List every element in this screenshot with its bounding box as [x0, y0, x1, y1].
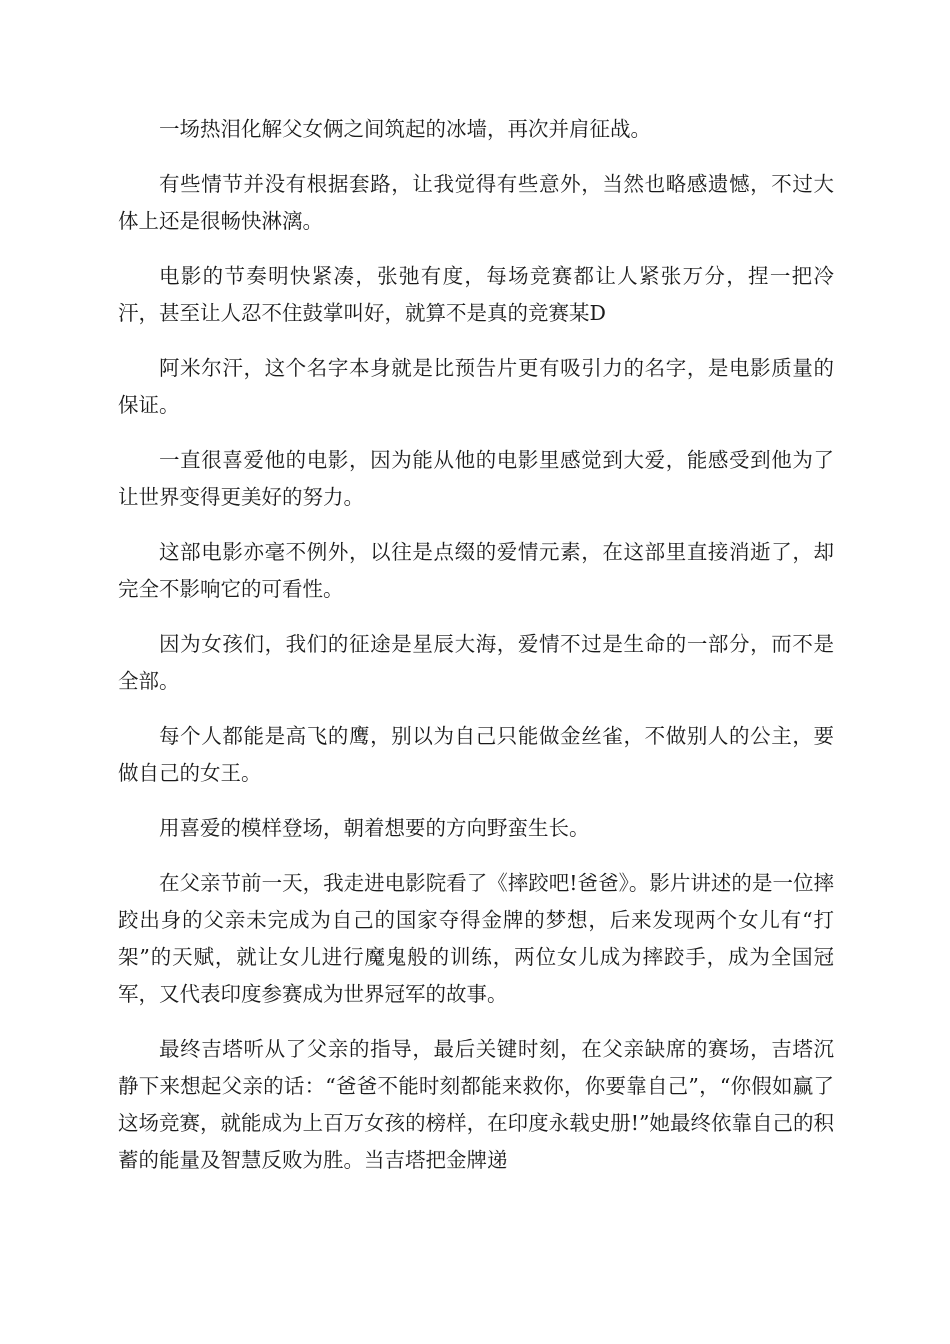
paragraph-3: 电影的节奏明快紧凑，张弛有度，每场竞赛都让人紧张万分，捏一把冷汗，甚至让人忍不住鼓掌叫好，就算不是真的竞赛某D: [118, 264, 834, 325]
paragraph-4: 阿米尔汗，这个名字本身就是比预告片更有吸引力的名字，是电影质量的保证。: [118, 356, 834, 417]
paragraph-6: 这部电影亦毫不例外，以往是点缀的爱情元素，在这部里直接消逝了，却完全不影响它的可看性。: [118, 540, 834, 601]
paragraph-11: 最终吉塔听从了父亲的指导，最后关键时刻，在父亲缺席的赛场，吉塔沉静下来想起父亲的话：“爸爸不能时刻都能来救你，你要靠自己”，“你假如赢了这场竞赛，就能成为上百万女孩的榜样，在印度永载史册!”她最终依靠自己的积蓄的能量及智慧反败为胜。当吉塔把金牌递: [118, 1037, 834, 1172]
paragraph-2: 有些情节并没有根据套路，让我觉得有些意外，当然也略感遗憾，不过大体上还是很畅快淋漓。: [118, 172, 834, 233]
document-body: [118, 111, 834, 1197]
paragraph-5: 一直很喜爱他的电影，因为能从他的电影里感觉到大爱，能感受到他为了让世界变得更美好的努力。: [118, 448, 834, 509]
paragraph-10: 在父亲节前一天，我走进电影院看了《摔跤吧!爸爸》。影片讲述的是一位摔跤出身的父亲未完成为自己的国家夺得金牌的梦想，后来发现两个女儿有“打架”的天赋，就让女儿进行魔鬼般的训练，两位女儿成为摔跤手，成为全国冠军，又代表印度参赛成为世界冠军的故事。: [118, 871, 834, 1006]
paragraph-9: 用喜爱的模样登场，朝着想要的方向野蛮生长。: [159, 816, 590, 840]
paragraph-7: 因为女孩们，我们的征途是星辰大海，爱情不过是生命的一部分，而不是全部。: [118, 632, 834, 693]
paragraph-8: 每个人都能是高飞的鹰，别以为自己只能做金丝雀，不做别人的公主，要做自己的女王。: [118, 724, 834, 785]
paragraph-1: 一场热泪化解父女俩之间筑起的冰墙，再次并肩征战。: [159, 117, 651, 141]
